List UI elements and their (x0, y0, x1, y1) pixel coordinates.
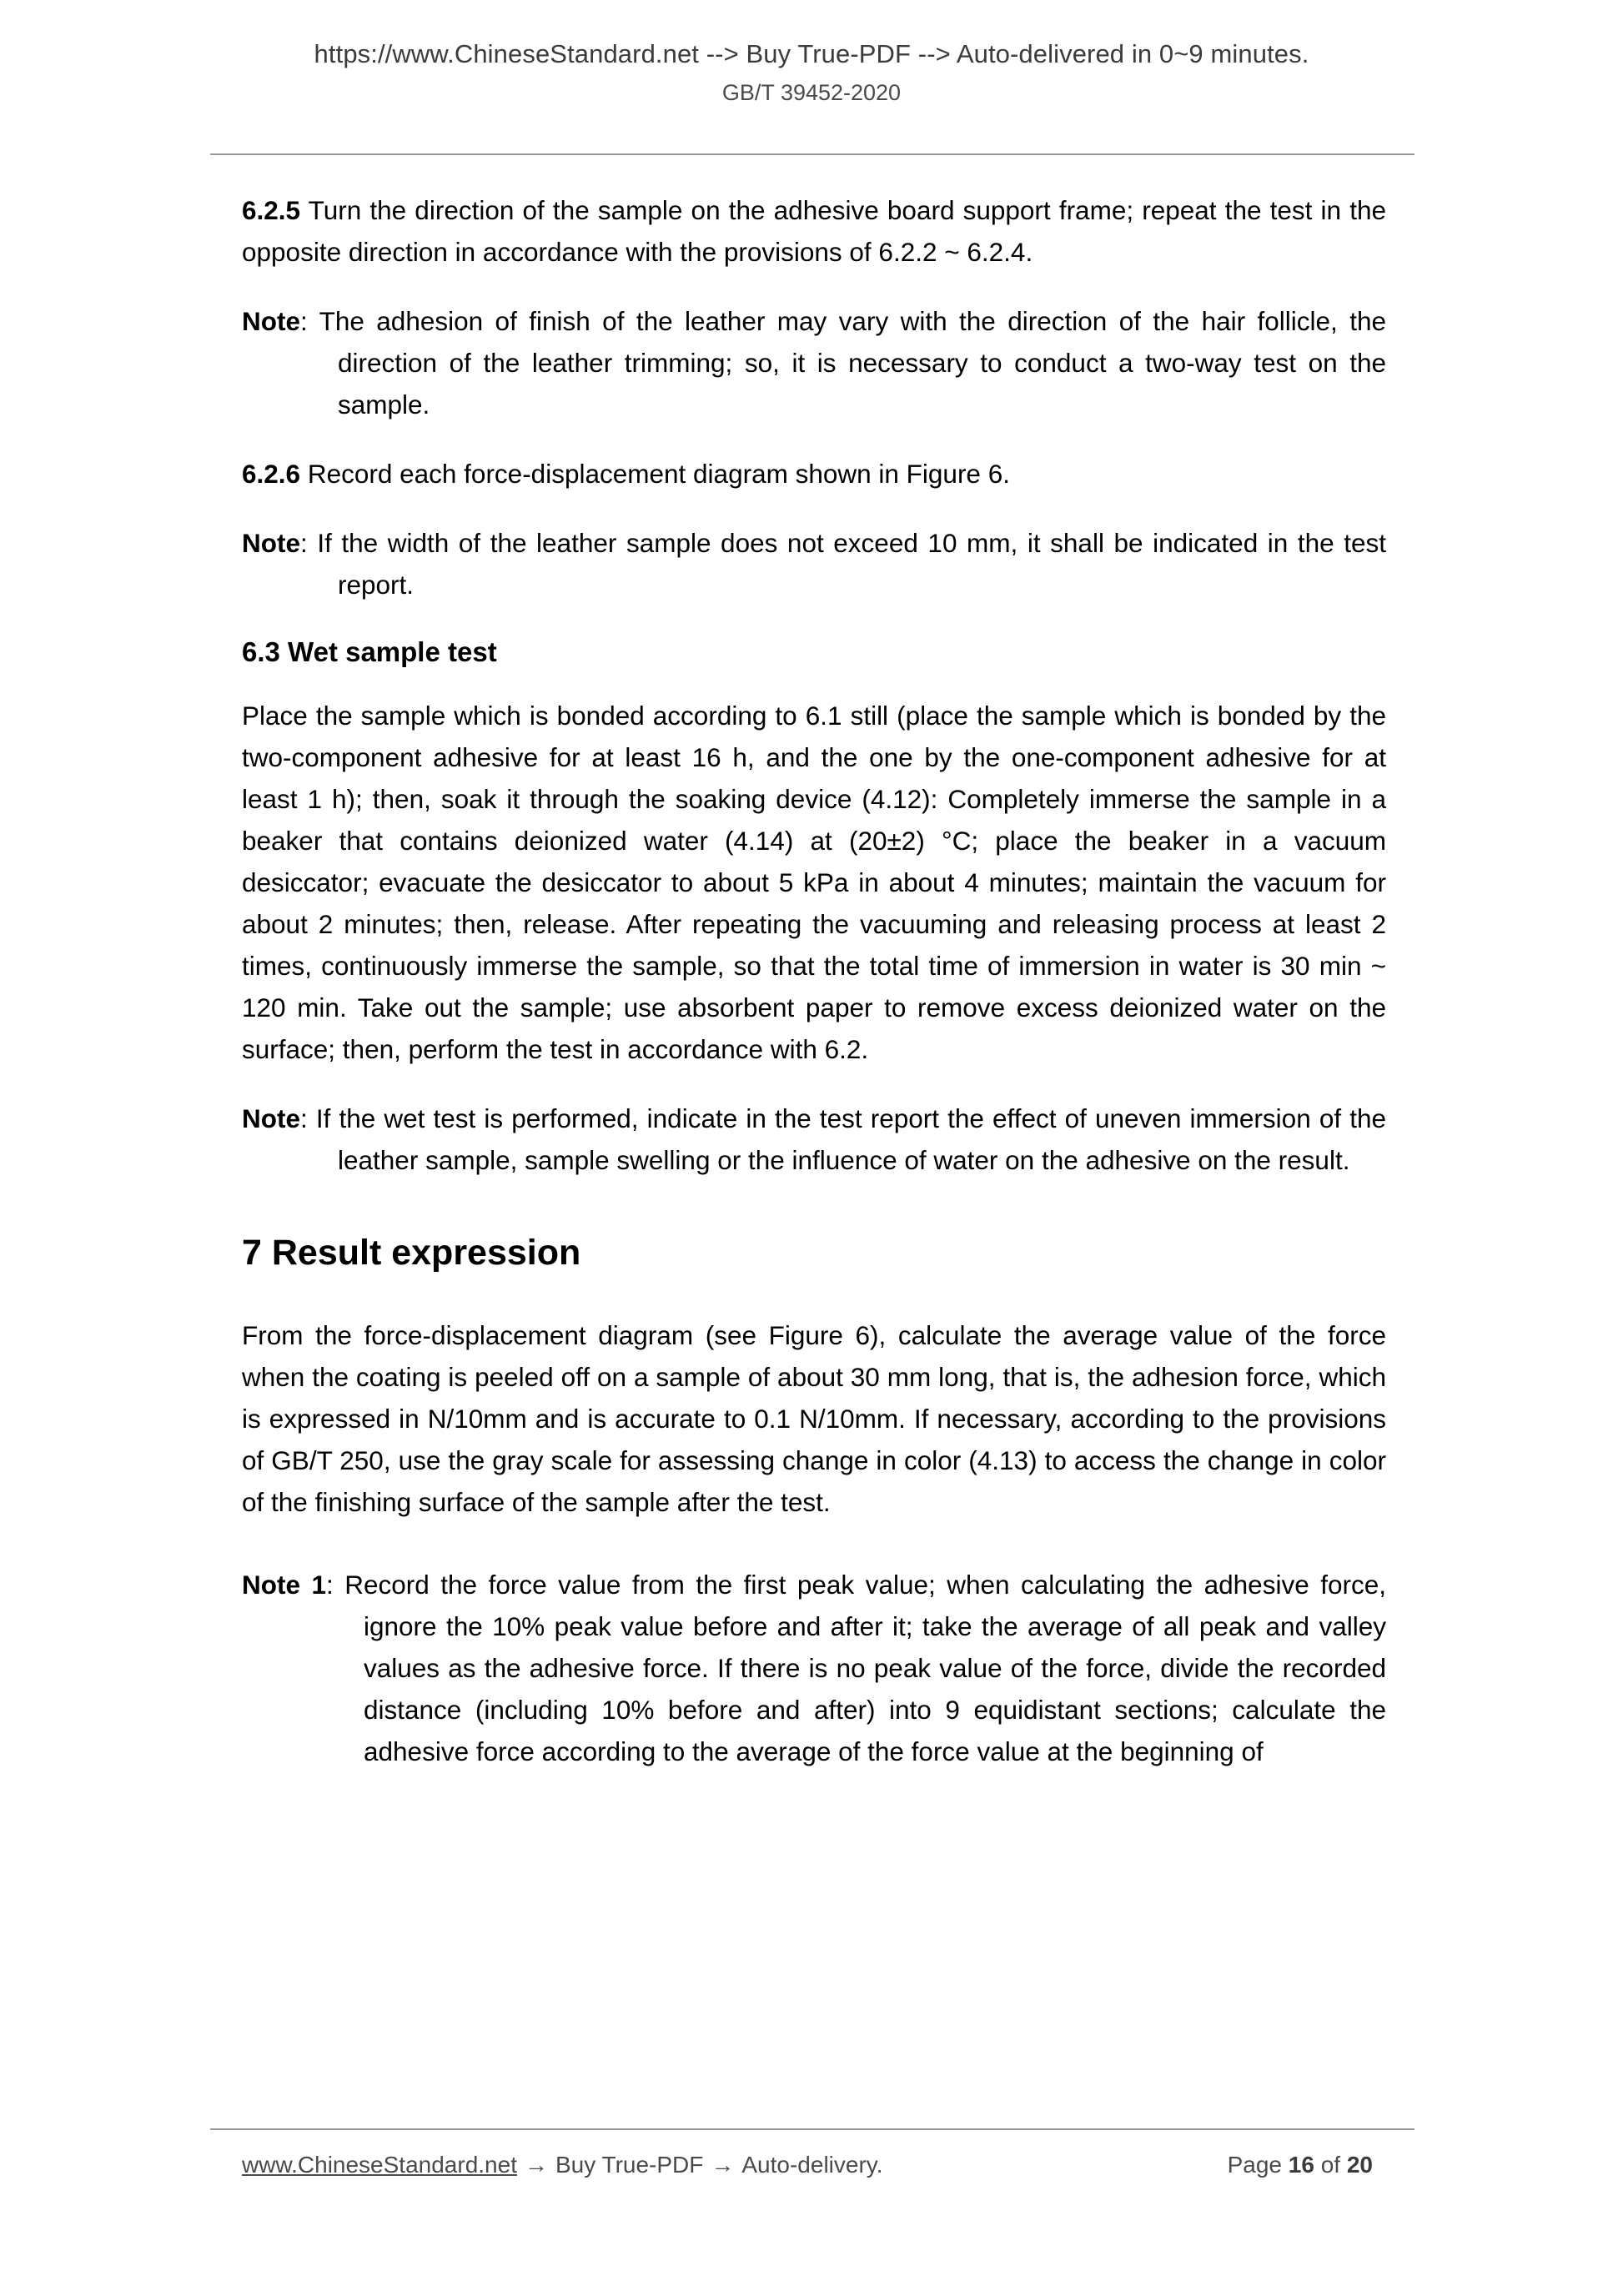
note-adhesion-direction-text: : The adhesion of finish of the leather may vary with the direction of the hair follicle, the direction of the leather trimming; so, it is necessary to conduct a two-way test on the sample. (300, 306, 1386, 420)
of-word: of (1320, 2152, 1341, 2178)
spacer (242, 1545, 1386, 1564)
note-wet-test-text: : If the wet test is performed, indicate in the test report the effect of uneven immersion of the leather sample, sample swelling or the influence of water on the adhesive on the result. (300, 1103, 1386, 1175)
note-1-force-value (242, 1564, 1386, 1772)
footer-divider (210, 2128, 1414, 2130)
note-wet-test-label: Note (242, 1103, 300, 1133)
footer-buy-label: Buy True-PDF (555, 2152, 704, 2178)
page-word: Page (1227, 2152, 1282, 2178)
note-1-label: Note 1 (242, 1570, 327, 1600)
clause-6-2-5-number: 6.2.5 (242, 195, 301, 225)
clause-6-2-6 (242, 453, 1386, 495)
header-divider (210, 153, 1414, 155)
footer-delivery-label: Auto-delivery. (741, 2152, 883, 2178)
heading-7-result-expression: 7 Result expression (242, 1233, 581, 1273)
current-page-number: 16 (1288, 2152, 1314, 2178)
note-wet-test (242, 1098, 1386, 1181)
clause-6-2-6-number: 6.2.6 (242, 459, 301, 489)
total-page-number: 20 (1346, 2152, 1373, 2178)
promo-header-text: https://www.ChineseStandard.net --> Buy True-PDF --> Auto-delivered in 0~9 minutes. (314, 39, 1309, 68)
page-number-indicator (1228, 2148, 1373, 2182)
note-1-text: : Record the force value from the first peak value; when calculating the adhesive force, ignore the 10% peak value before and after it; take the average of all peak and valley values as the adhesive force. If there is no peak value of the force, divide the recorded distance (including 10% before and after) into 9 equidistant sections; calculate the adhesive force according to the average of the force value at the beginning of (326, 1570, 1386, 1766)
paragraph-6-3-procedure: Place the sample which is bonded according to 6.1 still (place the sample which is bonded by the two-component adhesive for at least 16 h, and the one by the one-component adhesive for at least 1 h); then, soak it through the soaking device (4.12): Completely immerse the sample in a beaker that contains deionized water (4.14) at (20±2) °C; place the beaker in a vacuum desiccator; evacuate the desiccator to about 5 kPa in about 4 minutes; maintain the vacuum for about 2 minutes; then, release. After repeating the vacuuming and releasing process at least 2 times, continuously immerse the sample, so that the total time of immersion in water is 30 min ~ 120 min. Take out the sample; use absorbent paper to remove excess deionized water on the surface; then, perform the test in accordance with 6.2. (242, 701, 1386, 1064)
note-sample-width-label: Note (242, 528, 300, 558)
footer-promo (242, 2148, 882, 2182)
page-header (0, 0, 1623, 108)
clause-6-2-6-text: Record each force-displacement diagram shown in Figure 6. (300, 459, 1010, 489)
arrow-right-icon: → (524, 2152, 548, 2178)
note-sample-width (242, 522, 1386, 605)
footer-website-link[interactable]: www.ChineseStandard.net (242, 2152, 517, 2178)
document-body (242, 189, 1386, 1795)
note-adhesion-direction (242, 300, 1386, 425)
note-adhesion-direction-label: Note (242, 306, 300, 336)
arrow-right-icon: → (711, 2152, 735, 2178)
heading-6-3-wet-sample-test: 6.3 Wet sample test (242, 636, 497, 667)
standard-code-header: GB/T 39452-2020 (721, 79, 902, 105)
page-footer (242, 2148, 1386, 2182)
paragraph-7-result: From the force-displacement diagram (see Figure 6), calculate the average value of the force when the coating is peeled off on a sample of about 30 mm long, that is, the adhesion force, which is expressed in N/10mm and is accurate to 0.1 N/10mm. If necessary, according to the provisions of GB/T 250, use the gray scale for assessing change in color (4.13) to access the change in color of the finishing surface of the sample after the test. (242, 1320, 1386, 1517)
clause-6-2-5-text: Turn the direction of the sample on the adhesive board support frame; repeat the test in the opposite direction in accordance with the provisions of 6.2.2 ~ 6.2.4. (242, 195, 1386, 267)
clause-6-2-5 (242, 189, 1386, 273)
note-sample-width-text: : If the width of the leather sample does not exceed 10 mm, it shall be indicated in the test report. (300, 528, 1386, 600)
